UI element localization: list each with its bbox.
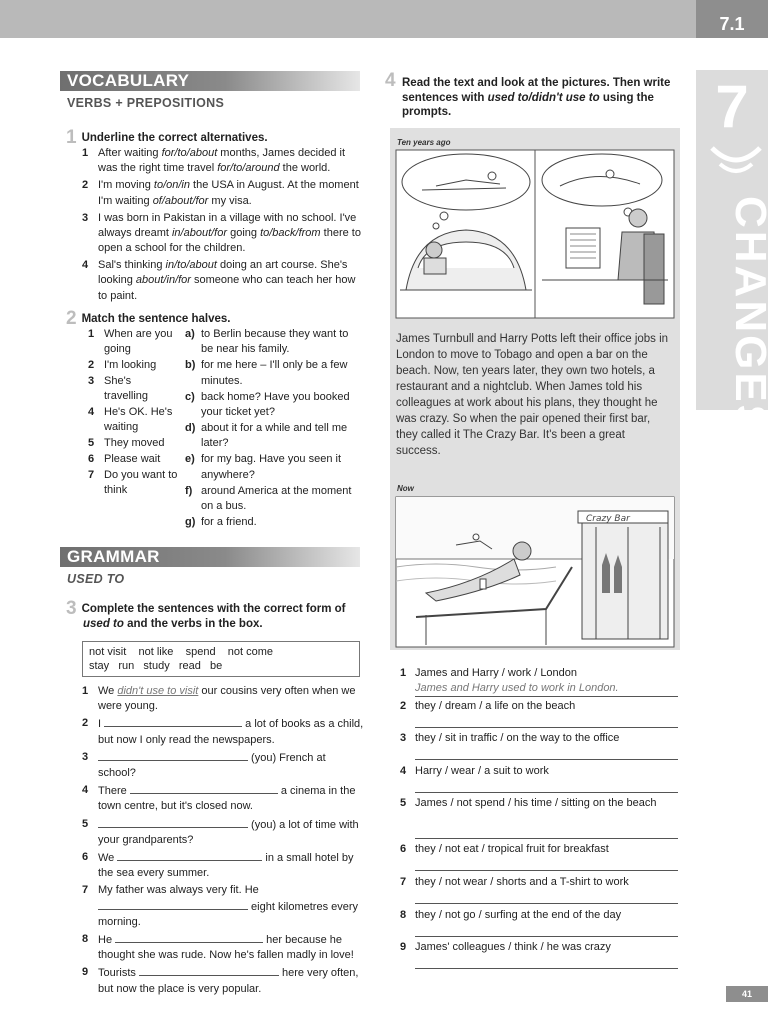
vocabulary-band: VOCABULARY — [60, 71, 360, 91]
match-right-column — [185, 327, 357, 531]
match-left-column — [88, 327, 178, 499]
list-item: 3 they / sit in traffic / on the way to the office — [400, 731, 680, 764]
bar-sign: Crazy Bar — [586, 514, 630, 524]
list-item[interactable]: 2 I'm looking — [88, 359, 157, 371]
list-item[interactable]: 4 He's OK. He's waiting — [88, 406, 173, 434]
side-title: CHANGES — [726, 196, 775, 438]
answer-blank[interactable] — [130, 783, 278, 794]
list-item: 2 I a lot of books as a child, but now I only read the newspapers. — [82, 717, 364, 746]
answer-line[interactable] — [415, 727, 678, 728]
list-item: 4 Harry / wear / a suit to work — [400, 764, 680, 797]
list-item[interactable]: g) for a friend. — [185, 516, 257, 529]
speech-arcs-icon — [706, 142, 766, 182]
page-number: 41 — [726, 986, 768, 1002]
exercise-2-number: 2 — [66, 308, 77, 329]
list-item: 6 We in a small hotel by the sea every summer. — [82, 851, 354, 880]
list-item: 3 (you) French at school? — [82, 750, 326, 780]
example-answer: didn't use to visit — [117, 685, 199, 697]
answer-line[interactable] — [415, 759, 678, 760]
exercise-1-list — [82, 146, 364, 306]
list-item: 7 they / not wear / shorts and a T-shirt to work — [400, 875, 680, 908]
exercise-4-title: 4 Read the text and look at the pictures. Then write sentences with used to/didn't use to using the prompts. — [385, 70, 671, 118]
list-item: 6 they / not eat / tropical fruit for breakfast — [400, 842, 680, 875]
list-item[interactable]: 1 When are you going — [88, 328, 173, 356]
pic-label-now: Now — [397, 484, 414, 493]
list-item: 3 I was born in Pakistan in a village with no school. I've always dreamt in/about/for going to/back/from there to open a school for the children. — [82, 211, 361, 255]
list-item: 8 they / not go / surfing at the end of the day — [400, 908, 680, 941]
list-item[interactable]: 3 She's travelling — [88, 375, 149, 403]
answer-blank[interactable] — [98, 750, 248, 761]
grammar-subtitle: USED TO — [67, 572, 125, 586]
pic-label-then: Ten years ago — [397, 138, 451, 147]
answer-line[interactable] — [415, 838, 678, 839]
list-item[interactable]: f) around America at the moment on a bus. — [185, 484, 352, 512]
word-box: not visit not like spend not come stay run study read be — [82, 641, 360, 677]
beach-illustration — [396, 497, 674, 647]
top-bar — [0, 0, 696, 38]
exercise-1-title: 1 Underline the correct alternatives. — [66, 127, 268, 148]
list-item: 9 James' colleagues / think / he was crazy — [400, 940, 680, 973]
list-item: 4 Sal's thinking in/to/about doing an art course. She's looking about/in/for someone who can teach her how to paint. — [82, 259, 356, 302]
list-item: 1 After waiting for/to/about months, James decided it was the right time travel for/to/around the world. — [82, 147, 346, 175]
list-item[interactable]: e) for my bag. Have you seen it anywhere? — [185, 453, 342, 481]
answer-blank[interactable] — [117, 850, 262, 861]
list-item: 1 We didn't use to visit our cousins very often when we were young. — [82, 685, 356, 713]
list-item[interactable]: b) for me here – I'll only be a few minutes. — [185, 359, 348, 387]
answer-line[interactable] — [415, 696, 678, 697]
answer-line[interactable] — [415, 968, 678, 969]
list-item: 2 I'm moving to/on/in the USA in August. At the moment I'm waiting of/about/for my visa. — [82, 179, 359, 207]
list-item: 5 (you) a lot of time with your grandparents? — [82, 817, 359, 846]
exercise-1-number: 1 — [66, 127, 77, 148]
list-item[interactable]: 6 Please wait — [88, 453, 161, 465]
answer-blank[interactable] — [139, 965, 279, 976]
list-item: 4 There a cinema in the town centre, but it's closed now. — [82, 784, 356, 813]
list-item[interactable]: d) about it for a while and tell me later? — [185, 422, 348, 450]
story-text: James Turnbull and Harry Potts left their office jobs in London to move to Tobago and open a bar on the beach. Now, ten years later, they own two hotels, a restaurant and a nightclub. When James told his colleagues at work about his plans, they thought he was crazy. So when the pair opened their first bar, they called it The Crazy Bar. It's been a great success. — [396, 333, 669, 457]
list-item: 2 they / dream / a life on the beach — [400, 699, 680, 732]
answer-line[interactable] — [415, 936, 678, 937]
list-item[interactable]: 7 Do you want to think — [88, 469, 178, 497]
vocabulary-subtitle: VERBS + PREPOSITIONS — [67, 96, 225, 110]
side-unit-number: 7 — [715, 73, 749, 140]
example-answer: James and Harry used to work in London. — [415, 682, 619, 695]
exercise-2-title: 2 Match the sentence halves. — [66, 308, 231, 329]
grammar-band: GRAMMAR — [60, 547, 360, 567]
list-item: 8 He her because he thought she was rude. Now he's fallen madly in love! — [82, 933, 354, 962]
list-item[interactable]: c) back home? Have you booked your ticket yet? — [185, 390, 350, 418]
answer-blank[interactable] — [104, 716, 242, 727]
exercise-3-number: 3 — [66, 598, 77, 619]
exercise-4-number: 4 — [385, 70, 396, 91]
exercise-3-title: 3 Complete the sentences with the correct form of used to and the verbs in the box. — [66, 598, 346, 630]
list-item[interactable]: a) to Berlin because they want to be near his family. — [185, 328, 349, 356]
answer-blank[interactable] — [98, 899, 248, 910]
list-item[interactable]: 5 They moved — [88, 437, 165, 449]
unit-number: 7.1 — [696, 0, 768, 38]
list-item: 7 My father was always very fit. He eight kilometres every morning. — [82, 884, 359, 928]
exercise-4-list — [400, 666, 680, 973]
answer-blank[interactable] — [115, 932, 263, 943]
answer-line[interactable] — [415, 903, 678, 904]
list-item: 9 Tourists here very often, but now the place is very popular. — [82, 966, 359, 995]
office-illustration — [396, 150, 674, 318]
answer-blank[interactable] — [98, 817, 248, 828]
exercise-3-list — [82, 684, 364, 999]
answer-line[interactable] — [415, 870, 678, 871]
list-item: 5 James / not spend / his time / sitting on the beach — [400, 796, 680, 842]
answer-line[interactable] — [415, 792, 678, 793]
list-item: 1 James and Harry / work / London James and Harry used to work in London. — [400, 666, 680, 699]
